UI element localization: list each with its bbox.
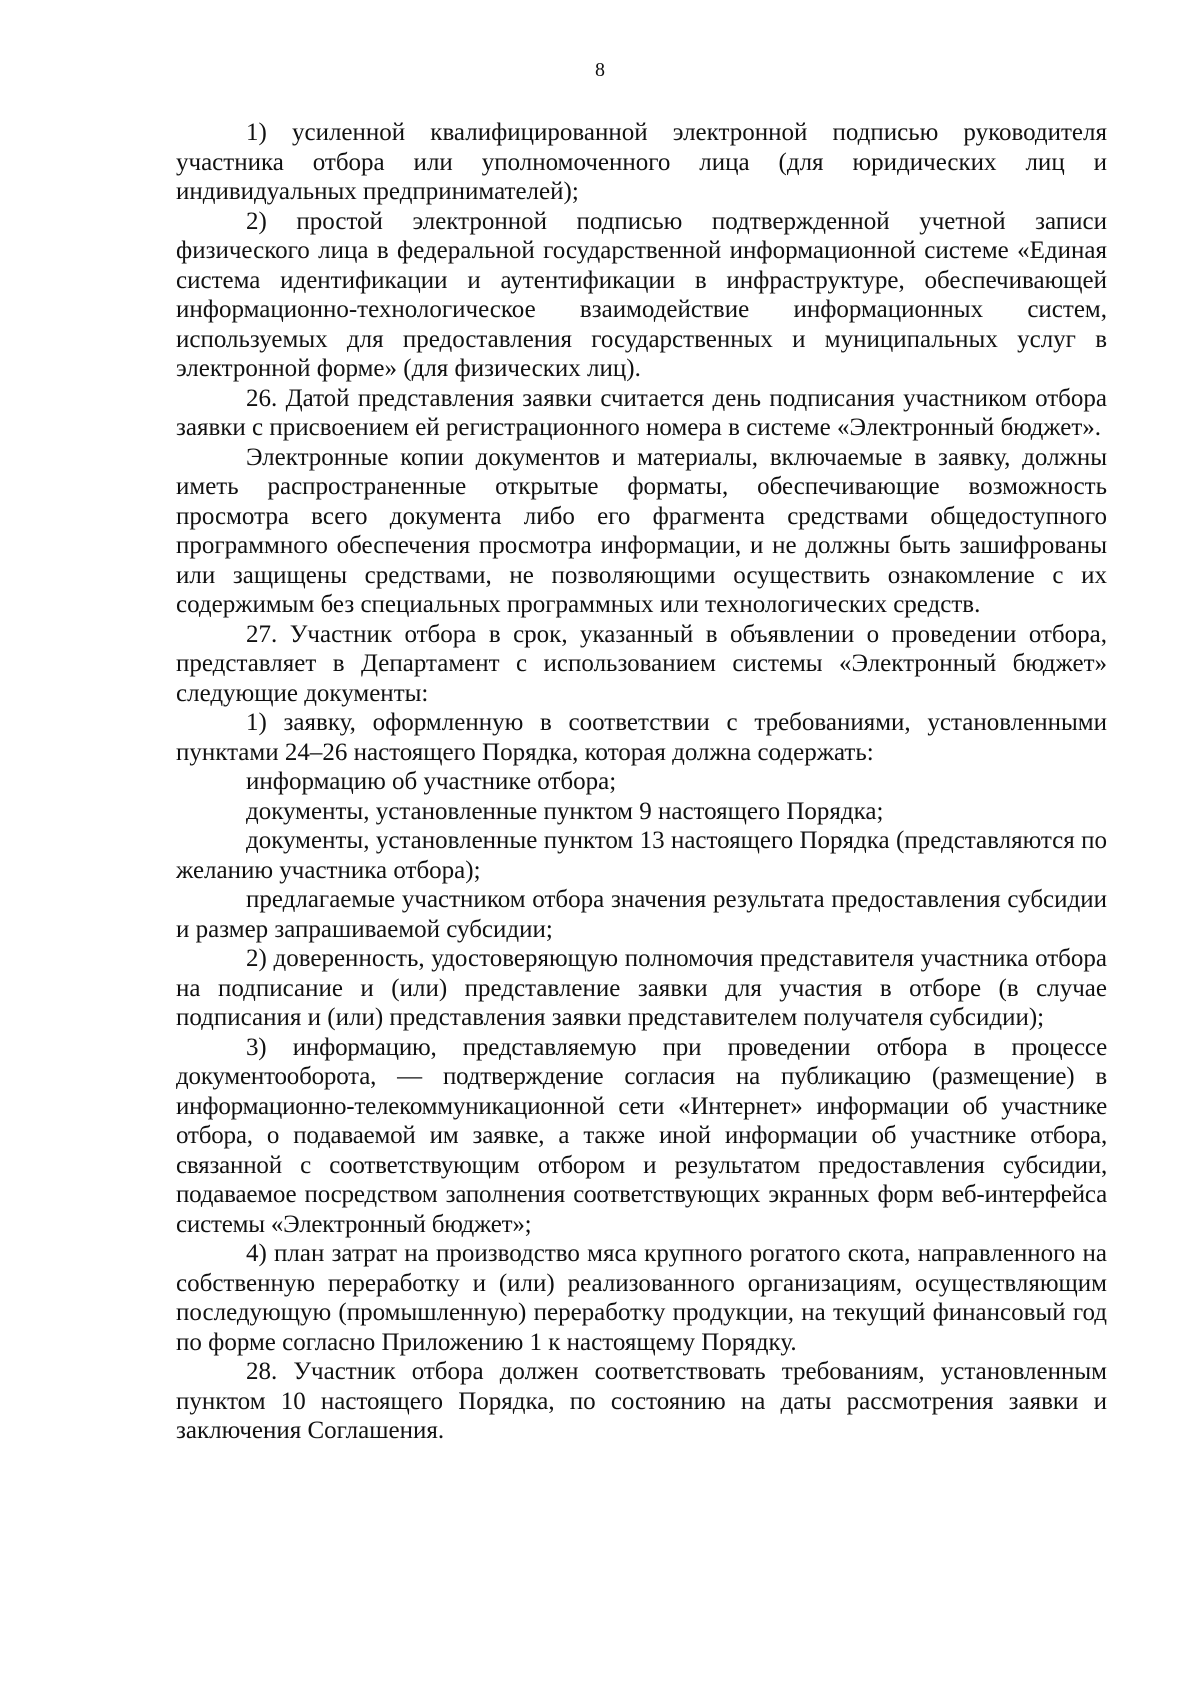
paragraph-signature-simple: 2) простой электронной подписью подтвержденной учетной записи физического лица в федеральной государственной информационной системе «Единая система идентификации и аутентификации в инфраструктуре, обеспечивающей информационно-технологическое взаимодействие информационных систем, используемых для предоставления государственных и муниципальных услуг в электронной форме» (для физических лиц). bbox=[176, 207, 1107, 382]
paragraph-27-participant-documents: 27. Участник отбора в срок, указанный в объявлении о проведении отбора, представляет в Департамент с использованием системы «Электронный бюджет» следующие документы: bbox=[176, 620, 1107, 707]
paragraph-proposed-result-values: предлагаемые участником отбора значения результата предоставления субсидии и размер запрашиваемой субсидии; bbox=[176, 886, 1107, 943]
paragraph-28-requirements: 28. Участник отбора должен соответствовать требованиям, установленным пунктом 10 настоящего Порядка, по состоянию на даты рассмотрения заявки и заключения Соглашения. bbox=[176, 1358, 1107, 1444]
paragraph-documents-point-13: документы, установленные пунктом 13 настоящего Порядка (представляются по желанию участника отбора); bbox=[176, 827, 1107, 884]
paragraph-documents-point-9: документы, установленные пунктом 9 настоящего Порядка; bbox=[246, 797, 884, 825]
document-body bbox=[176, 118, 1107, 1446]
page-number: 8 bbox=[595, 59, 605, 81]
paragraph-electronic-copies: Электронные копии документов и материалы, включаемые в заявку, должны иметь распространенные открытые форматы, обеспечивающие возможность просмотра всего документа либо его фрагмента средствами общедоступного программного обеспечения просмотра информации, и не должны быть зашифрованы или защищены средствами, не позволяющими осуществить ознакомление с их содержимым без специальных программных или технологических средств. bbox=[176, 443, 1107, 618]
paragraph-27-item-2-power-of-attorney: 2) доверенность, удостоверяющую полномочия представителя участника отбора на подписание и (или) представление заявки для участия в отборе (в случае подписания и (или) представления заявки представителем получателя субсидии); bbox=[176, 945, 1107, 1031]
paragraph-26-submission-date: 26. Датой представления заявки считается день подписания участником отбора заявки с присвоением ей регистрационного номера в системе «Электронный бюджет». bbox=[176, 384, 1107, 441]
paragraph-signature-qualified: 1) усиленной квалифицированной электронной подписью руководителя участника отбора или уполномоченного лица (для юридических лиц и индивидуальных предпринимателей); bbox=[176, 119, 1107, 205]
paragraph-27-item-3-consent: 3) информацию, представляемую при проведении отбора в процессе документооборота, — подтверждение согласия на публикацию (размещение) в информационно-телекоммуникационной сети «Интернет» информации об участнике отбора, о подаваемой им заявке, а также иной информации об участнике отбора, связанной с соответствующим отбором и результатом предоставления субсидии, подаваемое посредством заполнения соответствующих экранных форм веб-интерфейса системы «Электронный бюджет»; bbox=[176, 1033, 1107, 1238]
paragraph-participant-info: информацию об участнике отбора; bbox=[246, 768, 617, 795]
paragraph-27-item-1-application: 1) заявку, оформленную в соответствии с требованиями, установленными пунктами 24–26 настоящего Порядка, которая должна содержать: bbox=[176, 709, 1107, 766]
paragraph-27-item-4-cost-plan: 4) план затрат на производство мяса крупного рогатого скота, направленного на собственную переработку и (или) реализованного организациям, осуществляющим последующую (промышленную) переработку продукции, на текущий финансовый год по форме согласно Приложению 1 к настоящему Порядку. bbox=[176, 1240, 1107, 1356]
